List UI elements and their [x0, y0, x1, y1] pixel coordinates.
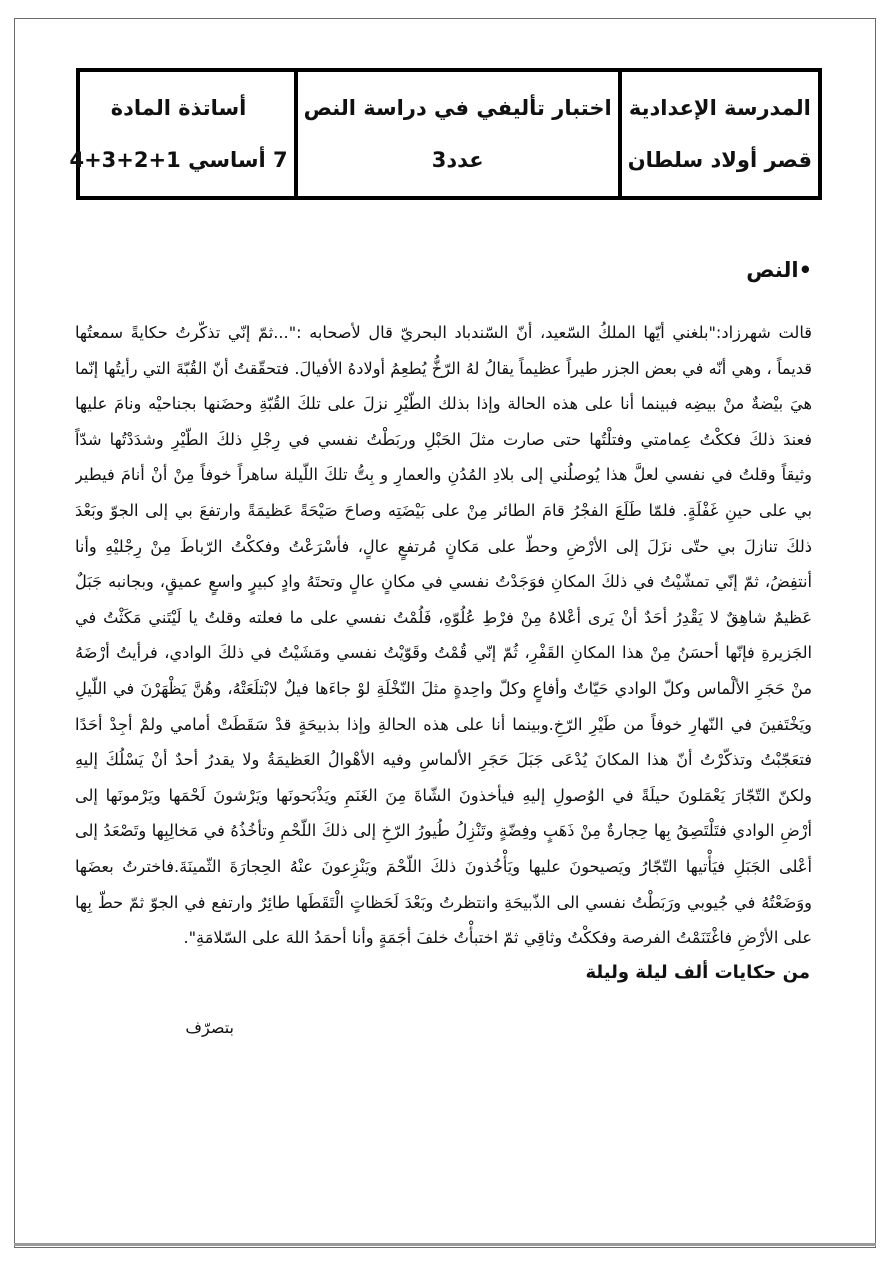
- exam-number: عدد3: [431, 148, 484, 172]
- text-line: عَظيمٌ شاهِقٌ لا يَقْدِرُ أحَدٌ أنْ يَرى أعْلاهُ مِنْ فرْطِ عُلُوّهِ، فَلُمْتُ نفسي على ما فعلته وقلتُ يا لَيْتَني مَكَثْتُ في: [75, 607, 812, 627]
- exam-title: اختبار تأليفي في دراسة النص: [303, 96, 612, 120]
- header-exam-cell: [294, 72, 618, 196]
- header-school-cell: [618, 72, 818, 196]
- source-citation: من حكايات ألف ليلة وليلة: [585, 962, 810, 983]
- text-line: أعْلى الجَبَلِ فيَأْتيها التّجّارُ ويَصيحونَ عليها ويَأْخُذونَ ذلكَ اللّحْمَ ويَنْزِعونَ عنْهُ الحِجارَةَ الثّمينَةَ.فاخترتُ بعضَها: [75, 856, 812, 876]
- text-line: أنتفِضُ، ثمّ إنّي تمشّيْتُ في ذلكَ المكانِ فوَجَدْتُ نفسي في مكانٍ عالٍ وتحتَهُ وادٍ كبيرٍ واسعٍ عميقٍ، وبجانبه جَبَلٌ: [75, 572, 812, 592]
- text-line: منْ حَجَرِ الألْماس وكلّ الوادي حَيّاتٌ وأفاعٍ وكلّ واحِدةٍ مثلَ النّخْلَةِ لوْ جاءَها فيلٌ لابْتلَعَتْهُ، وهُنَّ يَظْهَرْنَ في اللّيلِ: [75, 678, 812, 698]
- text-line: ذلكَ تنازلَ بي حتّى نزَلَ إلى الأرْضِ وحطّ على مَكانٍ مُرتفعٍ عالٍ، فأسْرَعْتُ وفككْتُ الرّباطَ مِنْ رِجْليْهِ وأنا: [75, 536, 812, 556]
- header-teachers-cell: [63, 72, 293, 196]
- adapted-note: بتصرّف: [185, 1018, 234, 1037]
- text-line: ووَضَعْتُهُ في جُيوبي ورَبَطْتُ نفسي الى الذّبيحَةِ وانتظرتُ وبَعْدَ لَحَظاتٍ الْتَقَطَها طائِرٌ وارتفع في الجوّ ثمّ حطّ بِها: [75, 892, 812, 912]
- text-line: على الأرْضِ فاغْتَنَمْتُ الفرصة وفككْتُ وثاقِي ثمّ اختبأْتُ خلفَ أجَمَةٍ وأنا أحمَدُ اللهَ على السّلامَةِ".: [183, 928, 812, 948]
- school-name: المدرسة الإعدادية: [628, 96, 811, 120]
- text-line: أرْضِ الوادي فتَلْتَصِقُ بِها حِجارةٌ مِنْ ذَهَبٍ وفِضّةٍ وتَنْزِلُ طُيورُ الرّخِ إلى ذلكَ اللّحْمِ وتأخُذُهُ في مَخالِبِها وتَصْعَدُ إلى: [75, 821, 812, 841]
- exam-header-table: [69, 68, 822, 200]
- text-line: فتعَجّبْتُ وتذكّرْتُ أنّ هذا المكانَ يُدْعَى جَبَلَ حَجَرِ الألماسِ وفيه الأهْوالُ العَظيمَةُ ولا يقدرُ أحدٌ أنْ يَسْلُكَ إليهِ: [75, 750, 812, 770]
- text-line: الجَزيرةِ فإنّها أحسَنُ مِنْ هذا المكانِ القَفْرِ، ثُمّ إنّي قُمْتُ وقَوّيْتُ نفسي ومَشَيْتُ في ذلكَ الوادي، فرأيتُ أرْضَهُ: [75, 643, 812, 663]
- section-heading: •النص: [746, 258, 812, 282]
- school-location: قصر أولاد سلطان: [627, 148, 812, 172]
- text-line: هيَ بيْضةٌ منْ بيضِه فبينما أنا على هذه الحالة وإذا بذلك الطّيْرِ نزلَ على تلكَ القُبّةِ وحضَنها بجناحيْه ونامَ عليها: [75, 394, 812, 414]
- story-text: [75, 315, 812, 956]
- text-line: فعندَ ذلكَ فككْتُ عِمامتي وفتلْتُها حتى صارت مثلَ الحَبْلِ وربَطْتُ نفسي في رِجْلِ ذلكَ الطّيْرِ وشدَدْتُها شدّاً: [75, 429, 812, 449]
- text-line: ولكنّ التّجّارَ يَعْمَلونَ حيلَةً في الوُصولِ إليهِ فيأخذونَ الشّاةَ مِنَ الغَنَمِ ويَذْبَحونَها ويَرْشونَ لَحْمَها ويَرْمونَها إلى: [75, 785, 812, 805]
- class-levels: 7 أساسي 1+2+3+4: [69, 148, 288, 172]
- teachers-label: أساتذة المادة: [110, 96, 247, 120]
- text-line: بي على حينِ غَفْلَةٍ. فلمّا طَلَعَ الفجْرُ قامَ الطائر مِنْ على بَيْضَتِه وصاحَ صَيْحَةً عَظيمَةً وارتفعَ بي إلى الجوّ وبَعْدَ: [75, 500, 812, 520]
- text-line: قالت شهرزاد:"بلغني أيّها الملكُ السّعيد، أنّ السّندباد البحريّ قال لأصحابه :"...ثمّ إنّي تذكّرتُ حكايةً سمعتُها: [75, 323, 812, 342]
- text-line: قديماً ، وهي أنّه في بعض الجزر طيراً عظيماً يقالُ لهُ الرّخُّ يُطعِمُ أولادهُ الأفيالَ. فتحقّقتُ أنّ القُبّةَ التي رأيتُها إنّما: [75, 358, 812, 378]
- text-line: ويَخْتَفينَ في النّهارِ خوفاً من طَيْرِ الرّخِ.وبينما أنا على هذه الحالةِ وإذا بذبيحَةٍ قدْ سَقَطَتْ أمامي ولمْ أجِدْ أحَدًا: [75, 714, 812, 734]
- text-line: وثيقاً وقلتُ في نفسي لعلَّ هذا يُوصلُني إلى بلادِ المُدُنِ والعمارِ و بِتُّ تلكَ اللّيلة ساهراً خوفاً مِنْ أنْ أنامَ فيطير: [75, 465, 812, 485]
- page-border-bottom: [14, 1243, 876, 1246]
